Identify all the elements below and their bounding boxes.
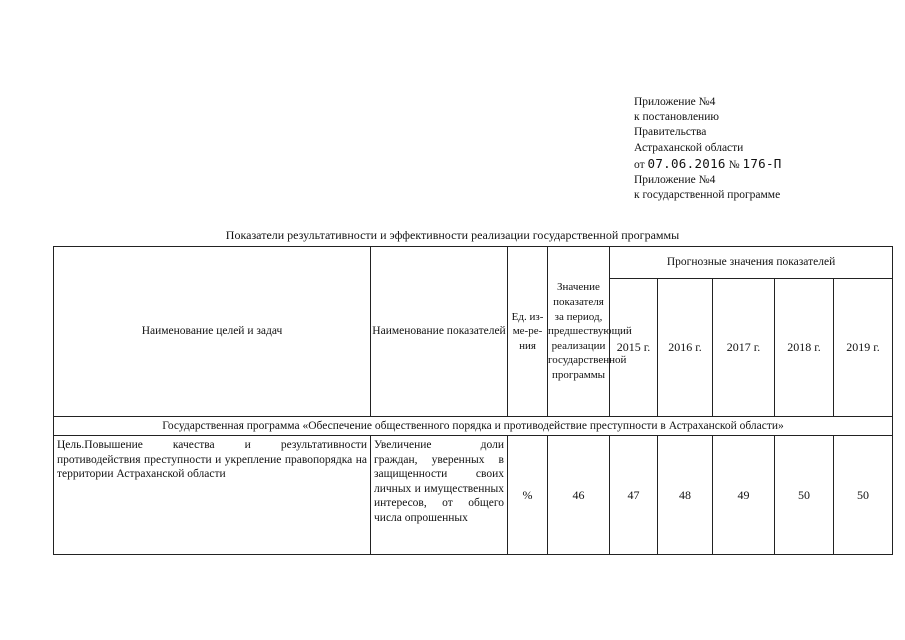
header-line: к государственной программе xyxy=(634,189,781,202)
year-header: 2017 г. xyxy=(713,279,775,417)
value-cell: 50 xyxy=(775,436,834,555)
program-row: Государственная программа «Обеспечение общественного порядка и противодействие преступности в Астраханской области» xyxy=(54,417,893,436)
header-indicators-label: Наименование показателей xyxy=(372,325,506,338)
header-line: Правительства xyxy=(634,126,707,139)
decree-date: 07.06.2016 xyxy=(647,155,726,171)
baseline-cell: 46 xyxy=(548,436,610,555)
value-cell: 50 xyxy=(834,436,893,555)
decree-number: 176-П xyxy=(742,155,782,171)
header-line: Приложение №4 xyxy=(634,96,716,108)
date-prefix: от xyxy=(634,158,645,171)
table-row xyxy=(54,436,893,555)
indicators-table xyxy=(53,246,893,555)
value-cell: 47 xyxy=(610,436,658,555)
header-forecast-group: Прогнозные значения показателей xyxy=(610,247,893,279)
value-cell: 48 xyxy=(658,436,713,555)
header-unit-label: Ед. из-ме-ре-ния xyxy=(511,310,544,352)
header-unit xyxy=(508,247,548,417)
year-header: 2018 г. xyxy=(775,279,834,417)
indicator-cell: Увеличение доли граждан, уверенных в защищенности своих личных и имущественных интересов, от общего числа опрошенных xyxy=(371,436,508,555)
header-goals: Наименование целей и задач xyxy=(54,247,371,417)
header-line: к постановлению xyxy=(634,111,719,124)
document-title: Показатели результативности и эффективности реализации государственной программы xyxy=(225,228,680,242)
year-header: 2015 г. xyxy=(610,279,658,417)
year-header: 2019 г. xyxy=(834,279,893,417)
decree-date-line xyxy=(634,156,782,173)
value-cell: 49 xyxy=(713,436,775,555)
header-indicators xyxy=(371,247,508,417)
header-line: Приложение №4 xyxy=(634,174,716,187)
unit-cell: % xyxy=(508,436,548,555)
header-line: Астраханской области xyxy=(634,141,744,154)
number-sign: № xyxy=(728,158,740,171)
appendix-header xyxy=(634,95,782,203)
goal-cell: Цель.Повышение качества и результативности противодействия преступности и укрепление правопорядка на территории Астраханской области xyxy=(54,436,371,555)
header-baseline: Значение показателя за период, предшествующий реализации государственной программы xyxy=(548,247,610,417)
year-header: 2016 г. xyxy=(658,279,713,417)
